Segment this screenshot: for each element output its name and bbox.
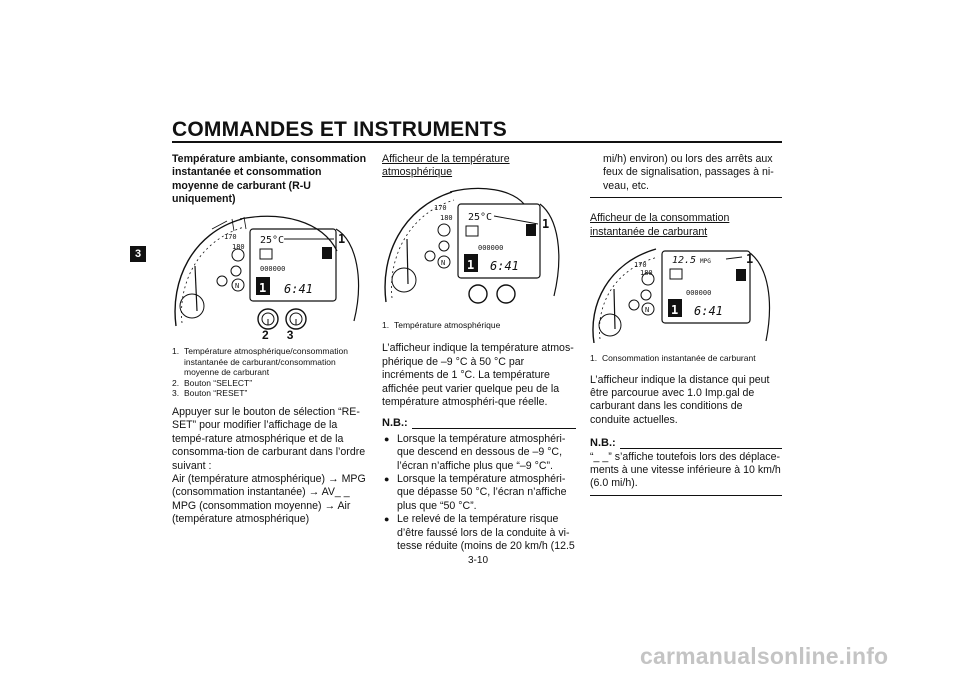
svg-text:170: 170 [434, 203, 447, 212]
list-item: ● Le relevé de la température risque d’être faussé lors de la conduite à vi-tesse réduite (moins de 20 km/h (12.5 [384, 513, 575, 553]
caption-item: 1. Température atmosphérique [382, 319, 501, 330]
lcd-odo: 000000 [260, 264, 286, 273]
title-rule [172, 141, 782, 143]
callout-1: 1 [542, 216, 550, 231]
column-2 [382, 153, 576, 554]
chapter-tab: 3 [130, 246, 146, 262]
svg-text:180: 180 [640, 269, 653, 278]
callout-1: 1 [338, 231, 346, 246]
svg-text:180: 180 [232, 242, 245, 251]
column-1 [172, 153, 368, 527]
body-paragraph: Appuyer sur le bouton de sélection “RE-SET” pour modifier l’affichage de la tempé-rature atmosphérique et de la consomma-tion de carburant dans l’ordre suivant : [172, 406, 366, 472]
lcd-odo: 000000 [478, 243, 504, 252]
caption-item: 1. Consommation instantanée de carburant [590, 353, 756, 364]
instrument-figure-1 [172, 211, 368, 331]
svg-text:180: 180 [440, 213, 453, 222]
caption-item: 3. Bouton “RESET” [172, 388, 248, 399]
section-heading-temperature: Afficheur de la température atmosphérique [382, 153, 510, 179]
nb-text: “_ _” s’affiche toutefois lors des déplace-ments à une vitesse inférieure à 10 km/h (6.0 mi/h). [590, 451, 782, 496]
svg-text:170: 170 [634, 261, 647, 270]
caption-item: 2. Bouton “SELECT” [172, 377, 253, 388]
figure-1-captions [172, 346, 368, 399]
section-heading-ambient: Température ambiante, consommation instantanée et consommation moyenne de carburant (R-U uniquement) [172, 153, 367, 206]
lcd-unit: MPG [700, 258, 711, 266]
section-heading-consumption: Afficheur de la consommation instantanée de carburant [590, 212, 730, 238]
body-paragraph: L’afficheur indique la température atmos-phérique de –9 °C à 50 °C par incréments de 1 °C. La température affichée peut varier quelque peu de la température atmosphéri-que réelle. [382, 342, 574, 409]
lcd-temp: 25°C [260, 234, 285, 246]
lcd-n: N [441, 258, 446, 267]
nb-continued: mi/h) environ) ou lors des arrêts aux feux de signalisation, passages à ni-veau, etc. [590, 153, 782, 198]
button-callouts [172, 329, 368, 342]
callout-1: 1 [746, 252, 754, 267]
lcd-clock: 6:41 [284, 281, 313, 296]
svg-text:170: 170 [224, 232, 237, 241]
nb-bullet-list [382, 433, 576, 554]
instrument-figure-2 [382, 184, 572, 304]
lcd-gear: 1 [259, 280, 267, 295]
sequence-paragraph: Air (température atmosphérique) → MPG (consommation instantanée) → AV_ _ MPG (consommation moyenne) → Air (température atmosphérique) [172, 473, 366, 526]
lcd-gear: 1 [467, 257, 475, 272]
lcd-temp: 25°C [468, 211, 493, 223]
lcd-clock: 6:41 [694, 304, 723, 319]
callout-2: 2 [262, 327, 269, 342]
lcd-n: N [235, 281, 240, 290]
lcd-odo: 000000 [686, 289, 712, 298]
body-paragraph: L’afficheur indique la distance qui peut être parcourue avec 1.0 Imp.gal de carburant dans les conditions de conduite actuelles. [590, 373, 770, 426]
figure-2-captions [382, 320, 576, 331]
list-item: ● Lorsque la température atmosphéri-que dépasse 50 °C, l’écran n’affiche plus que “50 °C”. [384, 473, 567, 512]
lcd-clock: 6:41 [490, 258, 519, 273]
nb-heading: N.B.: [382, 417, 576, 430]
lcd-n: N [645, 306, 650, 315]
page-title: COMMANDES ET INSTRUMENTS [172, 118, 507, 141]
figure-3-captions [590, 353, 782, 364]
lcd-gear: 1 [671, 303, 679, 318]
nb-heading: N.B.: [590, 437, 782, 450]
instrument-figure-3 [590, 243, 780, 343]
column-3 [590, 153, 782, 496]
callout-3: 3 [286, 327, 294, 342]
list-item: ● Lorsque la température atmosphéri-que descend en dessous de –9 °C, l’écran n’affiche plus que “–9 °C”. [384, 432, 566, 472]
lcd-mpg: 12.5 [672, 255, 697, 267]
watermark: carmanualsonline.info [640, 643, 889, 669]
caption-item: 1. Température atmosphérique/consommation instantanée de carburant/consommation moyenne de carburant [172, 346, 348, 378]
page-number: 3-10 [468, 555, 489, 566]
